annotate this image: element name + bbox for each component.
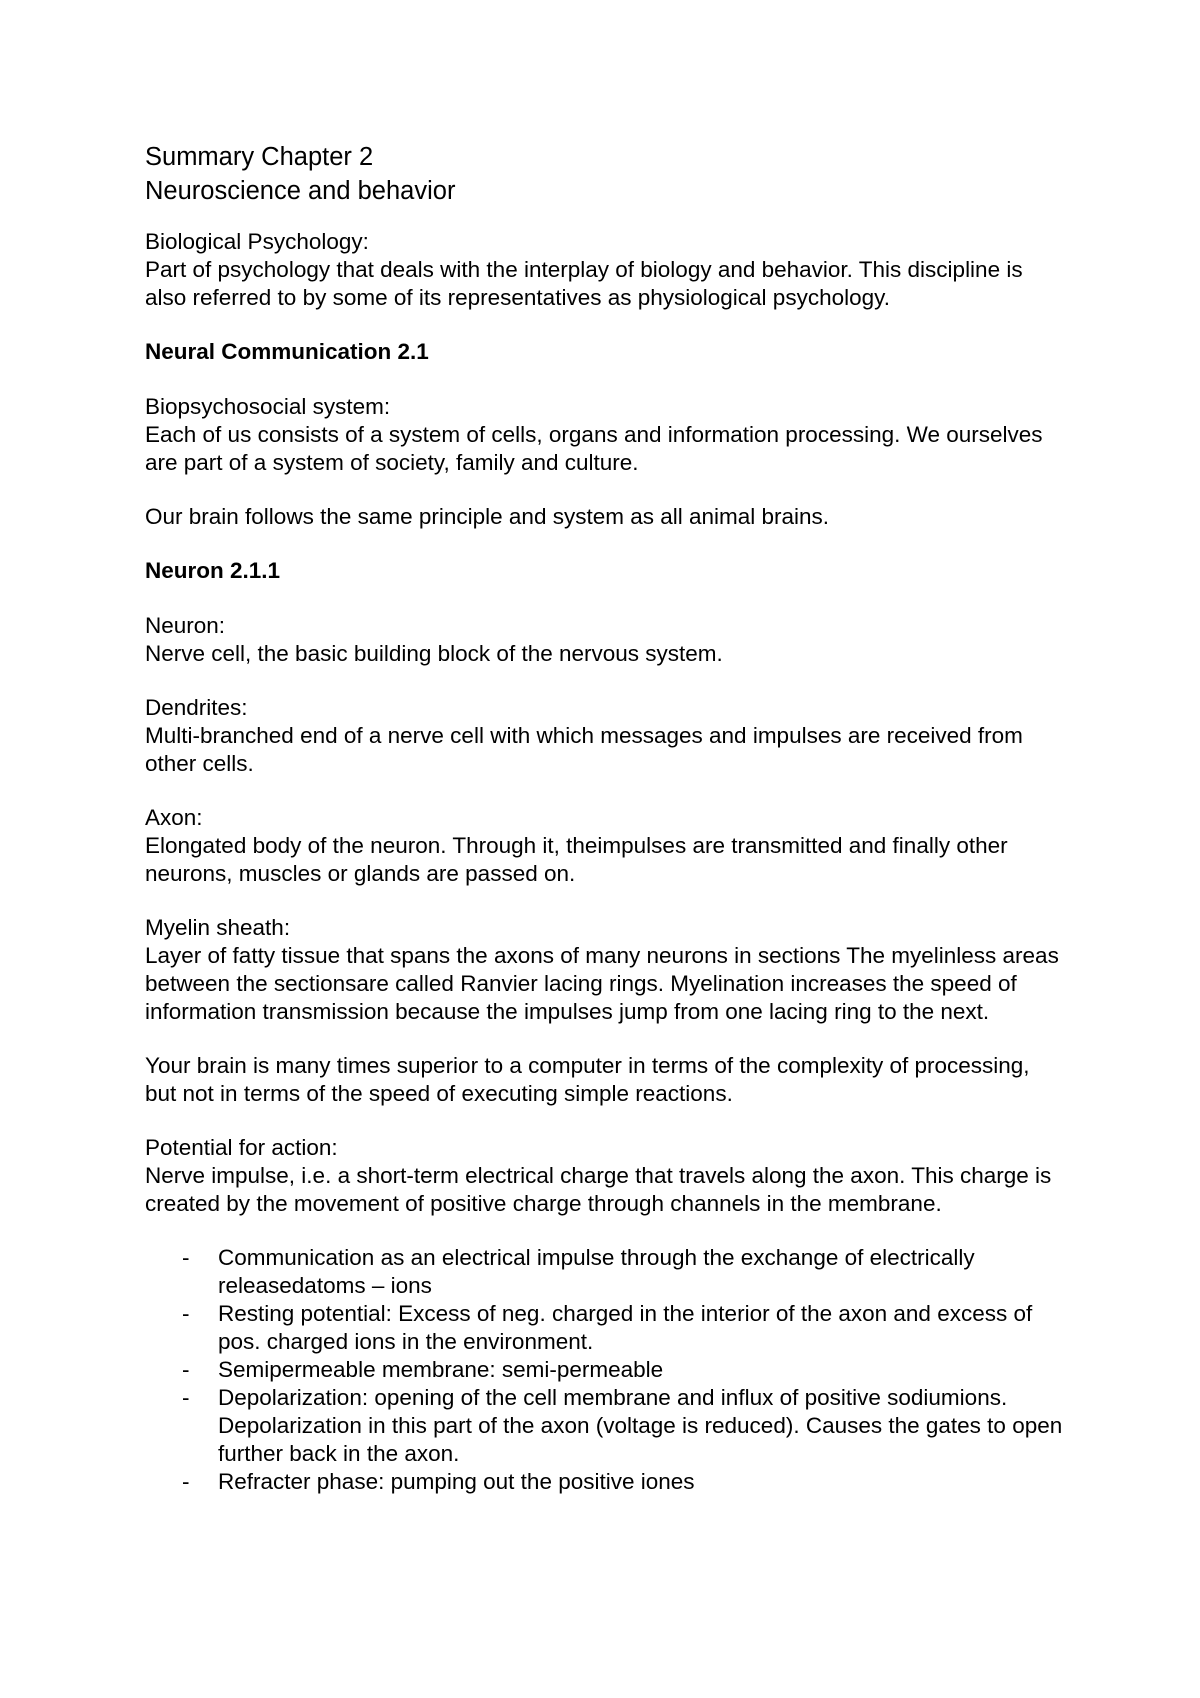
note-brain-vs-computer: Your brain is many times superior to a computer in terms of the complexity of processing, but not in terms of the speed of executing simple reactions. (145, 1053, 1030, 1106)
document-body (145, 140, 1065, 1496)
bullet-text: Depolarization: opening of the cell membrane and influx of positive sodiumions. Depolarization in this part of the axon (voltage is reduced). Causes the gates to open further back in the axon. (218, 1385, 1063, 1466)
definition-myelin-sheath: Layer of fatty tissue that spans the axons of many neurons in sections The myelinless areas between the sectionsare called Ranvier lacing rings. Myelination increases the speed of information transmission because the impulses jump from one lacing ring to the next. (145, 943, 1059, 1024)
list-item (145, 1468, 1065, 1496)
term-myelin-sheath: Myelin sheath: (145, 915, 291, 940)
term-potential-for-action: Potential for action: (145, 1135, 338, 1160)
term-biopsychosocial-system: Biopsychosocial system: (145, 394, 391, 419)
bullet-text: Communication as an electrical impulse through the exchange of electrically releasedatoms – ions (218, 1245, 975, 1298)
section-heading-neuron: Neuron 2.1.1 (145, 558, 281, 583)
bullet-dash: - (182, 1301, 190, 1326)
term-neuron: Neuron: (145, 613, 226, 638)
term-biological-psychology: Biological Psychology: (145, 229, 369, 254)
term-dendrites: Dendrites: (145, 695, 248, 720)
bullet-text: Semipermeable membrane: semi-permeable (218, 1357, 664, 1382)
bullet-dash: - (182, 1469, 190, 1494)
section-heading-neural-communication: Neural Communication 2.1 (145, 339, 429, 364)
definition-neuron: Nerve cell, the basic building block of the nervous system. (145, 641, 723, 666)
definition-axon: Elongated body of the neuron. Through it, theimpulses are transmitted and finally other neurons, muscles or glands are passed on. (145, 833, 1008, 886)
list-item (145, 1244, 1065, 1300)
bullet-dash: - (182, 1245, 190, 1270)
term-axon: Axon: (145, 805, 203, 830)
list-item (145, 1300, 1065, 1356)
bullet-dash: - (182, 1385, 190, 1410)
document-title: Summary Chapter 2 (145, 143, 374, 171)
bullet-dash: - (182, 1357, 190, 1382)
note-animal-brains: Our brain follows the same principle and system as all animal brains. (145, 504, 830, 529)
document-subtitle: Neuroscience and behavior (145, 177, 456, 205)
definition-biopsychosocial-system: Each of us consists of a system of cells, organs and information processing. We ourselves are part of a system of society, family and culture. (145, 422, 1043, 475)
list-item (145, 1384, 1065, 1468)
list-item (145, 1356, 1065, 1384)
bullet-text: Resting potential: Excess of neg. charged in the interior of the axon and excess of pos. charged ions in the environment. (218, 1301, 1033, 1354)
bullet-text: Refracter phase: pumping out the positive iones (218, 1469, 695, 1494)
definition-potential-for-action: Nerve impulse, i.e. a short-term electrical charge that travels along the axon. This charge is created by the movement of positive charge through channels in the membrane. (145, 1163, 1052, 1216)
bullet-list (145, 1244, 1065, 1496)
definition-dendrites: Multi-branched end of a nerve cell with which messages and impulses are received from other cells. (145, 723, 1023, 776)
definition-biological-psychology: Part of psychology that deals with the interplay of biology and behavior. This discipline is also referred to by some of its representatives as physiological psychology. (145, 257, 1023, 310)
